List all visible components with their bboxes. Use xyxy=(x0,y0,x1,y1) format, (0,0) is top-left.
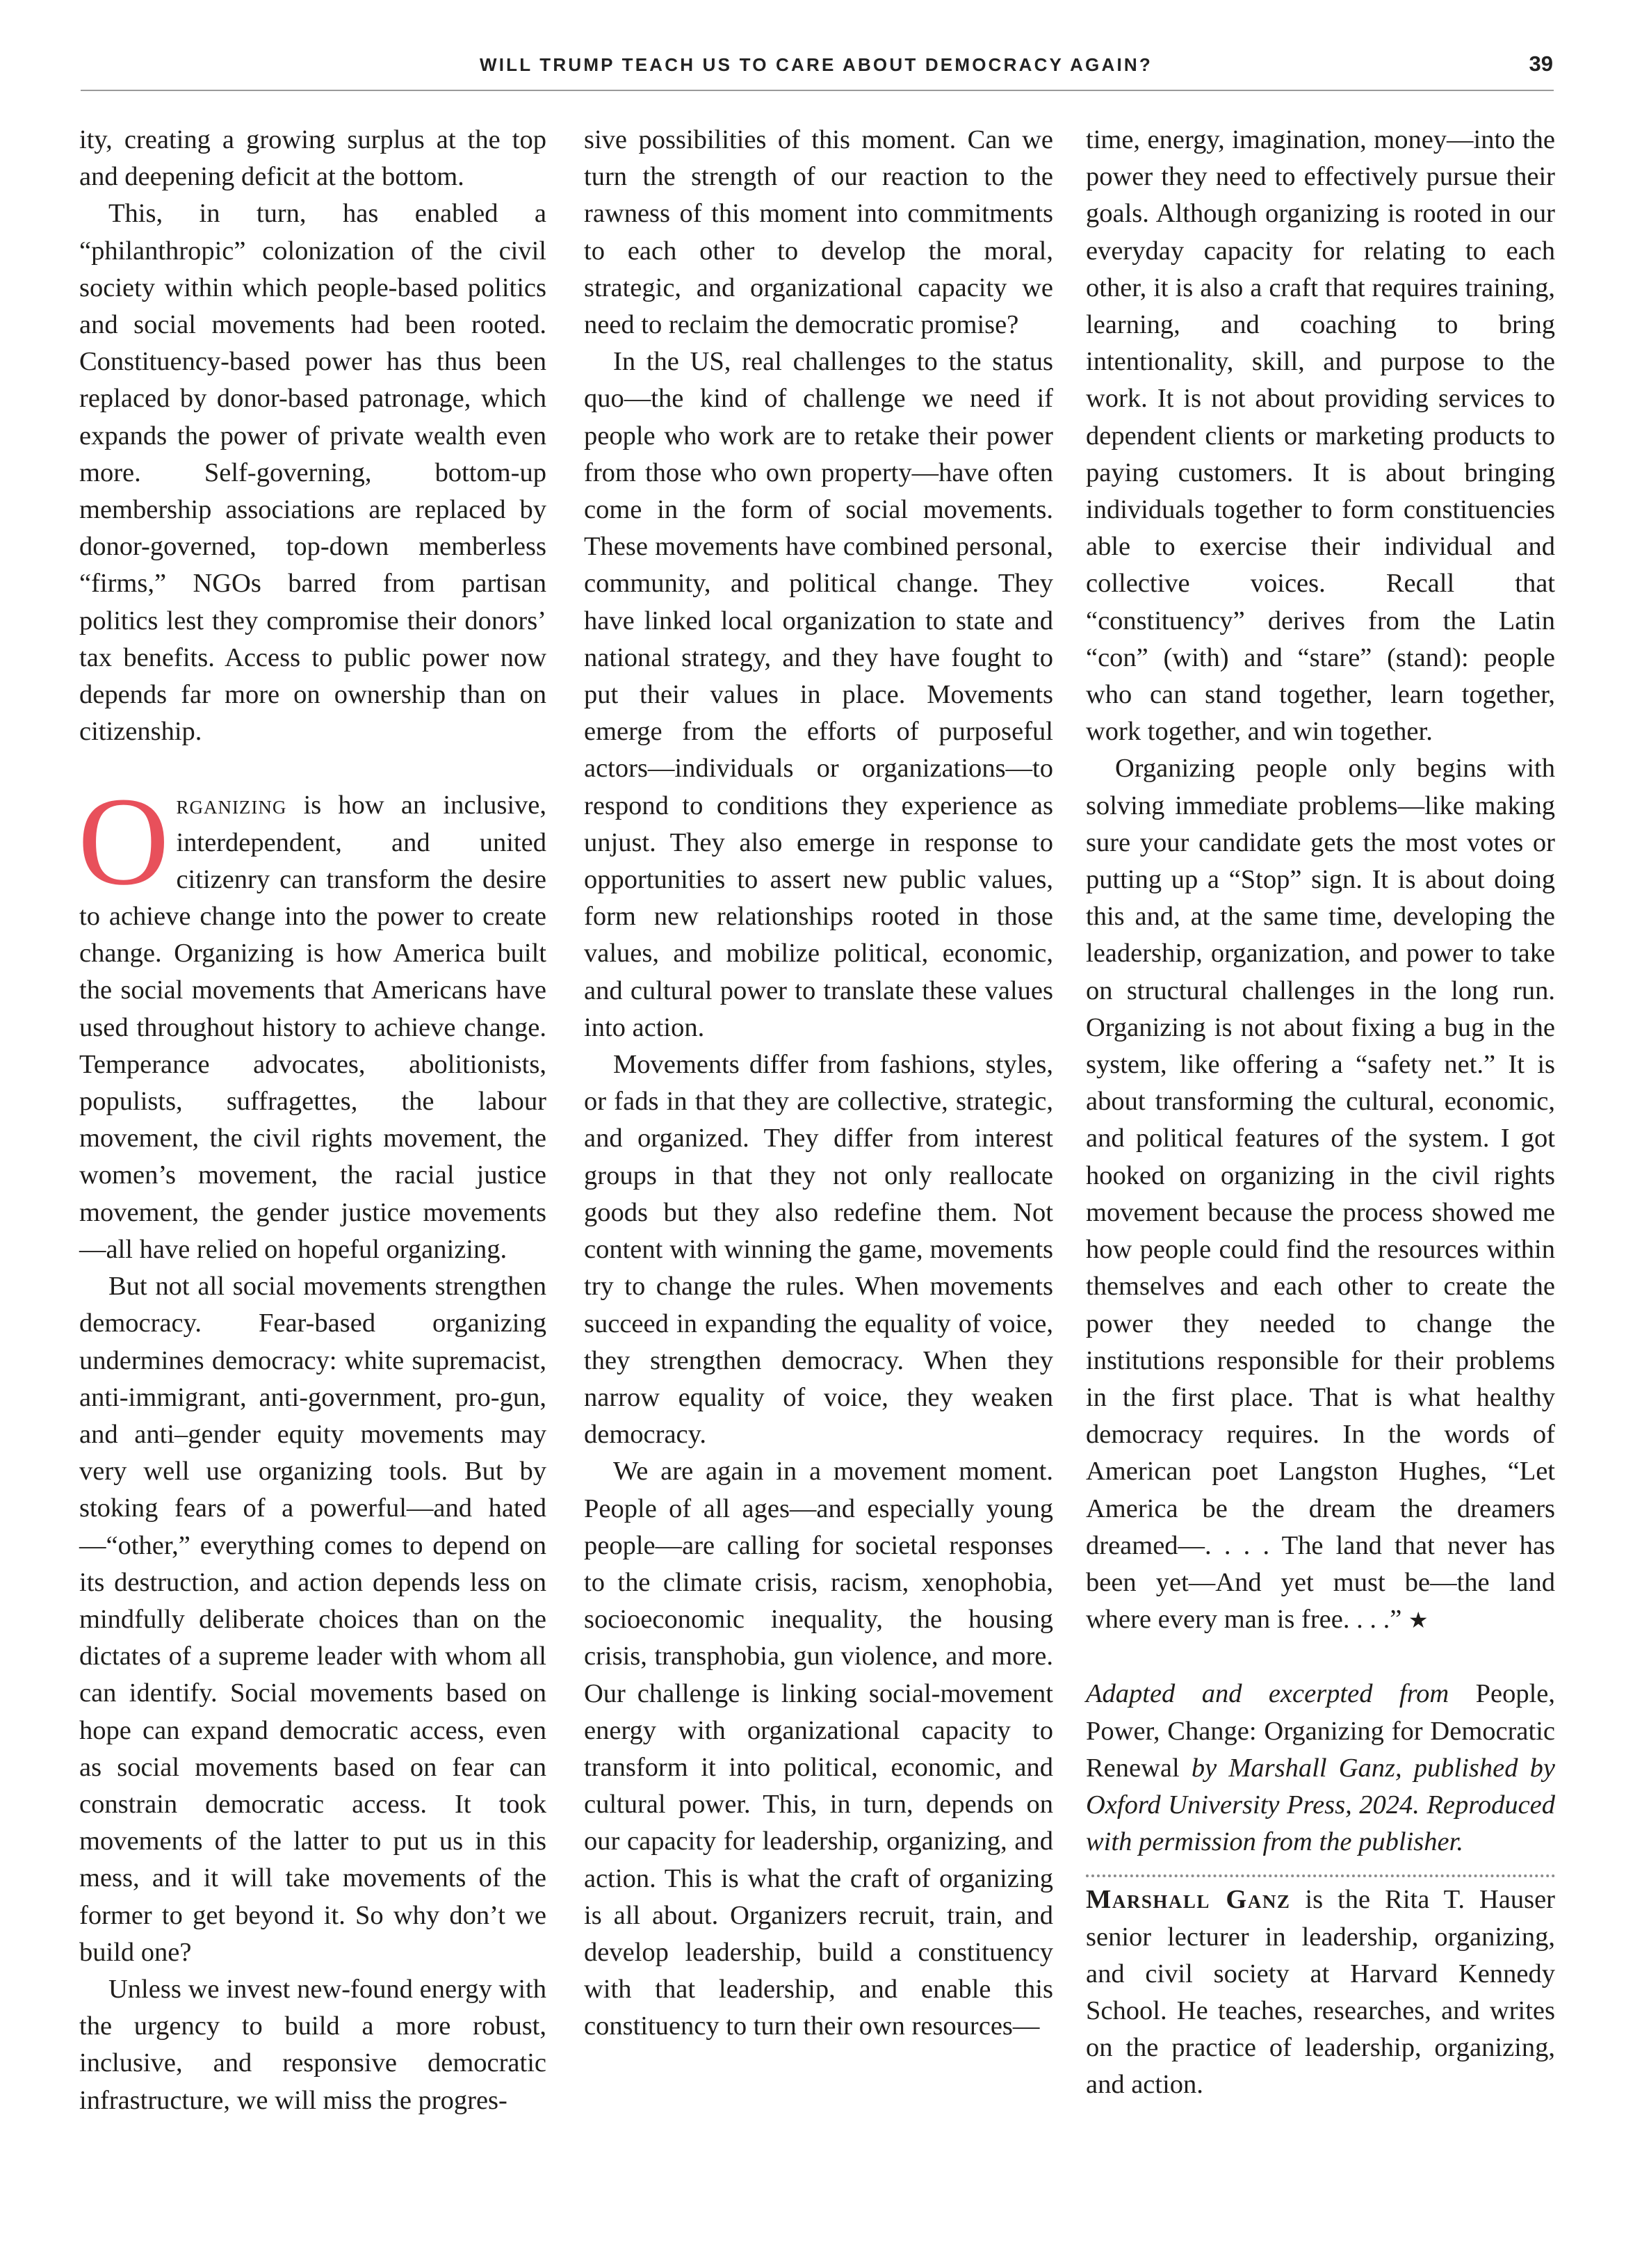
dotted-divider xyxy=(1086,1874,1555,1877)
page-number: 39 xyxy=(1529,51,1553,76)
paragraph-text: Organizing people only begins with solving immediate problems—like making sure your candidate gets the most votes or putting up a “Stop” sign. It is about doing this and, at the same time, developing the leadership, organization, and power to take on structural challenges in the long run. Organizing is not about fixing a bug in the system, like offering a “safety net.” It is about transforming the cultural, economic, and political features of the system. I got hooked on organizing in the civil rights movement because the process showed me how people could find the resources within themselves and each other to create the power they needed to change the institutions responsible for their problems in the first place. That is what healthy democracy requires. In the words of American poet Langston Hughes, “Let America be the dream the dreamers dreamed—. . . . The land that never has been yet—And yet must be—the land where every man is free. . . .” xyxy=(1086,754,1555,1635)
paragraph: We are again in a movement moment. People of all ages—and especially young people—are calling for societal responses to the climate crisis, racism, xenophobia, socioeconomic inequality, the housing crisis, transphobia, gun violence, and more. Our challenge is linking social-movement energy with organizational capacity to transform it into political, economic, and cultural power. This, in turn, depends on our capacity for leadership, organizing, and action. This is what the craft of organizing is all about. Organizers recruit, train, and develop leadership, build a constituency with that leadership, and enable this constituency to turn their own resources— xyxy=(584,1457,1053,2041)
author-name: Marshall Ganz xyxy=(1086,1885,1291,1915)
paragraph: ity, creating a growing surplus at the top and deepening deficit at the bottom. xyxy=(79,125,546,192)
excerpt-credit xyxy=(1086,1676,1555,1861)
credit-text: by Marshall Ganz, published by Oxford University Press, 2024. Reproduced with permission from the publisher. xyxy=(1086,1753,1555,1857)
paragraph: In the US, real challenges to the status quo—the kind of challenge we need if people who work are to retake their power from those who own property—have often come in the form of social movements. These movements have combined personal, community, and political change. They have linked local organization to state and national strategy, and they have fought to put their values in place. Movements emerge from the efforts of purposeful actors—individuals or organizations—to respond to conditions they experience as unjust. They also emerge in response to opportunities to assert new public values, form new relationships rooted in those values, and mobilize political, economic, and cultural power to translate these values into action. xyxy=(584,347,1053,1042)
header-rule xyxy=(81,90,1554,91)
column-3 xyxy=(1086,122,1555,2104)
paragraph: time, energy, imagination, money—into the power they need to effectively pursue their goals. Although organizing is rooted in our everyday capacity for relating to each other, it is also a craft that requires training, learning, and coaching to bring intentionality, skill, and purpose to the work. It is not about providing services to dependent clients or marketing products to paying customers. It is about bringing individuals together to form constituencies able to exercise their individual and collective voices. Recall that “constituency” derives from the Latin “con” (with) and “stare” (stand): people who can stand together, learn together, work together, and win together. xyxy=(1086,125,1555,747)
lead-in-smallcaps: rganizing xyxy=(176,791,287,820)
author-bio xyxy=(1086,1881,1555,2103)
paragraph: But not all social movements strengthen democracy. Fear-based organizing undermines democracy: white supremacist, anti-immigrant, anti-government, pro-gun, and anti–gender equity movements may very well use organizing tools. But by stoking fears of a powerful—and hated—“other,” everything comes to depend on its destruction, and action depends less on mindfully deliberate choices than on the dictates of a supreme leader with whom all can identify. Social movements based on hope can expand democratic access, even as social movements based on fear can constrain democratic access. It took movements of the latter to put us in this mess, and it will take movements of the former to get beyond it. So why don’t we build one? xyxy=(79,1272,546,1967)
end-star-icon: ★ xyxy=(1408,1607,1429,1634)
running-title: WILL TRUMP TEACH US TO CARE ABOUT DEMOCRACY AGAIN? xyxy=(480,54,1153,75)
column-2 xyxy=(584,122,1053,2046)
paragraph: sive possibilities of this moment. Can we turn the strength of our reaction to the rawness of this moment into commitments to each other to develop the moral, strategic, and organizational capacity we need to reclaim the democratic promise? xyxy=(584,125,1053,340)
credit-text: Adapted and excerpted from xyxy=(1086,1679,1476,1709)
book-title: People, Power, Change: Organizing for Democratic Renewal xyxy=(1086,1679,1555,1783)
section-paragraph xyxy=(78,772,546,1268)
paragraph xyxy=(1086,750,1555,1639)
drop-cap: O xyxy=(78,772,170,912)
paragraph-text: is how an inclusive, interdependent, and united citizenry can transform the desire to achieve change into the power to create change. Organizing is how America built the social movements that Americans have used throughout history to achieve change. Temperance advocates, abolitionists, populists, suffragettes, the labour movement, the civil rights movement, the women’s movement, the racial justice movement, the gender justice movements—all have relied on hopeful organizing. xyxy=(79,791,546,1264)
paragraph: Movements differ from fashions, styles, or fads in that they are collective, strategic, and organized. They differ from interest groups in that they not only reallocate goods but they also redefine them. Not content with winning the game, movements try to change the rules. When movements succeed in expanding the equality of voice, they strengthen democracy. When they narrow equality of voice, they weaken democracy. xyxy=(584,1050,1053,1450)
paragraph: Unless we invest new-found energy with the urgency to build a more robust, inclusive, and responsive democratic infrastructure, we will miss the progres- xyxy=(79,1974,546,2115)
bio-text: is the Rita T. Hauser senior lecturer in leadership, organizing, and civil society at Harvard Kennedy School. He teaches, researches, and writes on the practice of leadership, organizing, and action. xyxy=(1086,1885,1555,2100)
paragraph: This, in turn, has enabled a “philanthropic” colonization of the civil society within which people-based politics and social movements had been rooted. Constituency-based power has thus been replaced by donor-based patronage, which expands the power of private wealth even more. Self-governing, bottom-up membership associations are replaced by donor-governed, top-down memberless “firms,” NGOs barred from partisan politics lest they compromise their donors’ tax benefits. Access to public power now depends far more on ownership than on citizenship. xyxy=(79,199,546,747)
column-1 xyxy=(79,122,546,2119)
